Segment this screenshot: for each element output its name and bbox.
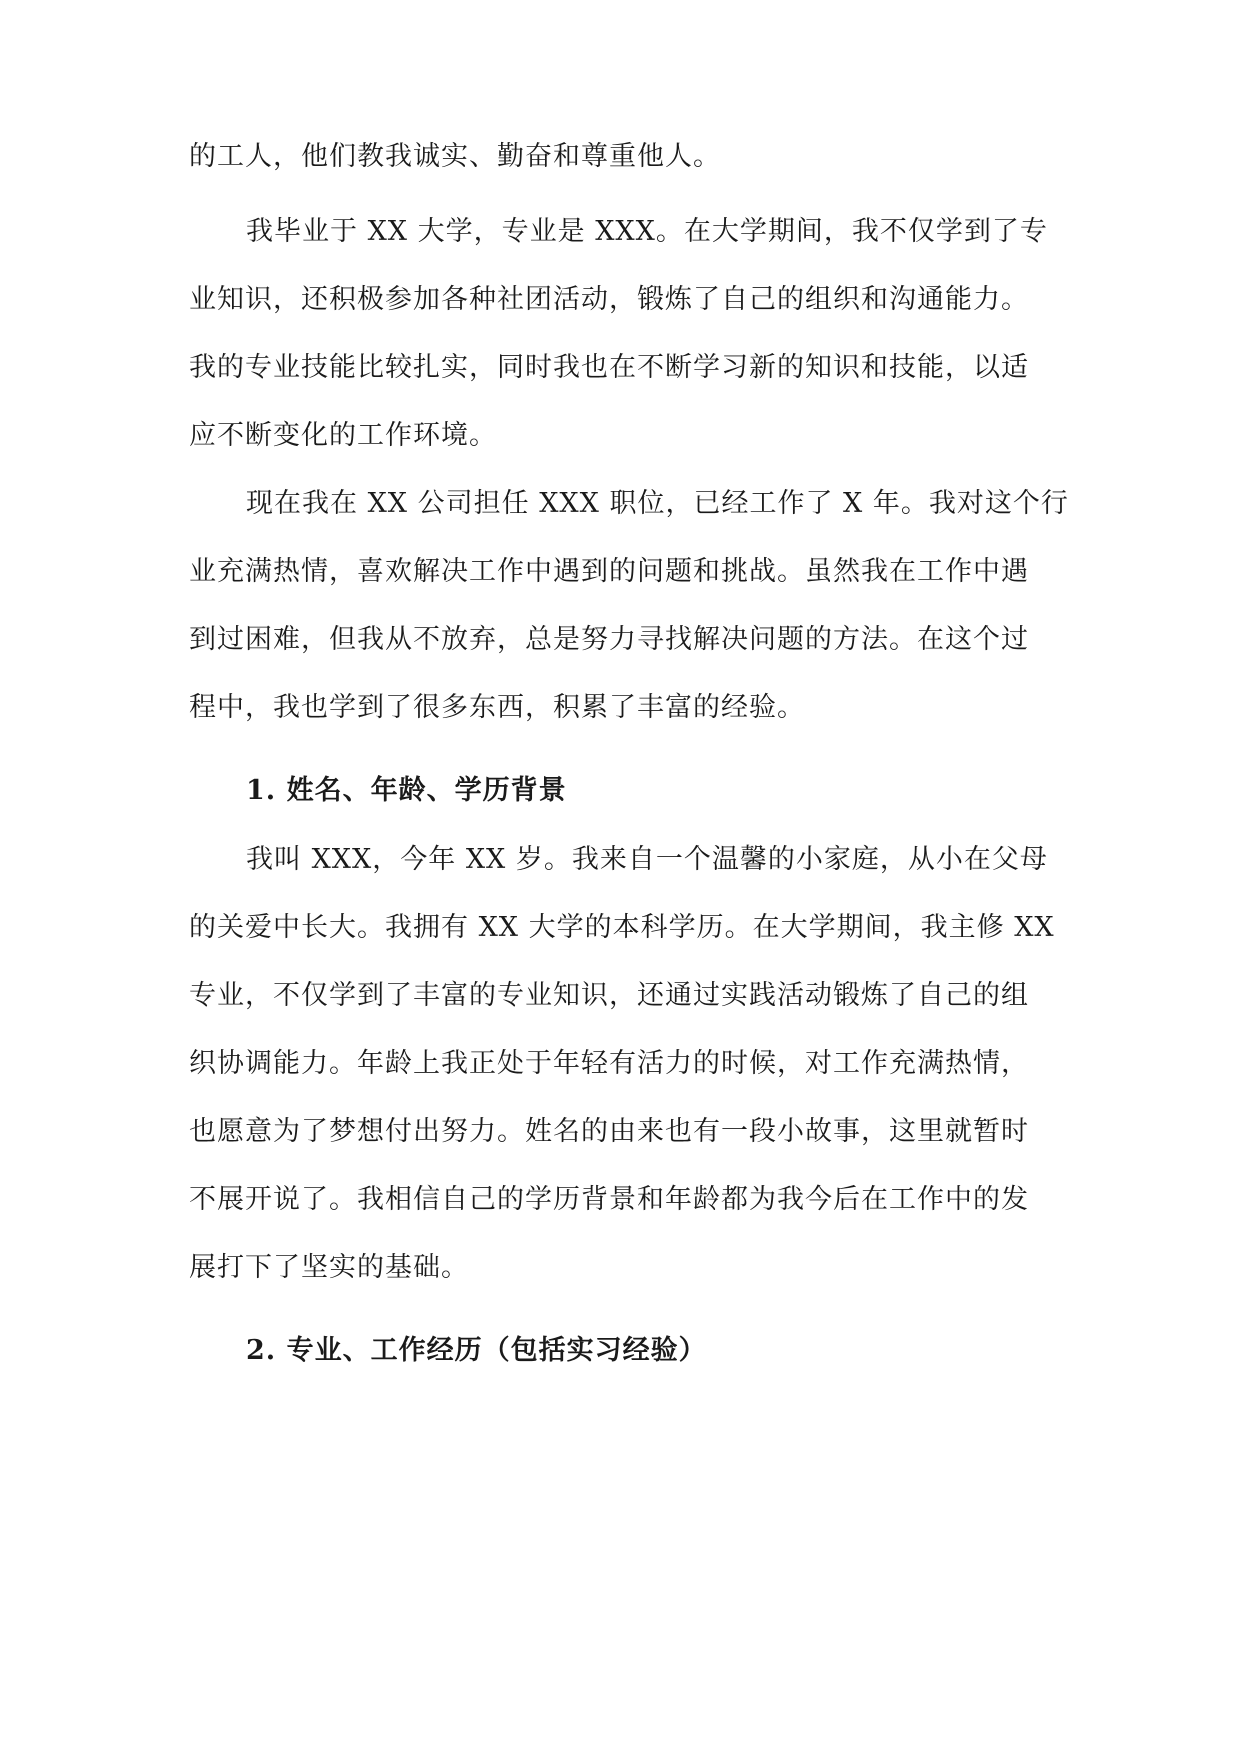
paragraph-line: 的工人，他们教我诚实、勤奋和尊重他人。 — [189, 141, 721, 172]
paragraph-line: 业知识，还积极参加各种社团活动，锻炼了自己的组织和沟通能力。 — [189, 284, 1029, 315]
paragraph-line: 织协调能力。年龄上我正处于年轻有活力的时候，对工作充满热情， — [189, 1048, 1029, 1079]
paragraph-line: 我叫 XXX，今年 XX 岁。我来自一个温馨的小家庭，从小在父母 — [246, 844, 1048, 875]
paragraph-line: 不展开说了。我相信自己的学历背景和年龄都为我今后在工作中的发 — [189, 1184, 1029, 1215]
paragraph-line: 应不断变化的工作环境。 — [189, 420, 497, 451]
paragraph-line: 我毕业于 XX 大学，专业是 XXX。在大学期间，我不仅学到了专 — [246, 216, 1048, 247]
paragraph-line: 到过困难，但我从不放弃，总是努力寻找解决问题的方法。在这个过 — [189, 624, 1029, 655]
section-heading: 2. 专业、工作经历（包括实习经验） — [246, 1335, 707, 1366]
paragraph-line: 程中，我也学到了很多东西，积累了丰富的经验。 — [189, 692, 805, 723]
paragraph-line: 现在我在 XX 公司担任 XXX 职位，已经工作了 X 年。我对这个行 — [246, 488, 1069, 519]
paragraph-line: 展打下了坚实的基础。 — [189, 1252, 469, 1283]
paragraph-line: 也愿意为了梦想付出努力。姓名的由来也有一段小故事，这里就暂时 — [189, 1116, 1029, 1147]
section-heading: 1. 姓名、年龄、学历背景 — [246, 775, 567, 806]
paragraph-line: 我的专业技能比较扎实，同时我也在不断学习新的知识和技能，以适 — [189, 352, 1029, 383]
paragraph-line: 业充满热情，喜欢解决工作中遇到的问题和挑战。虽然我在工作中遇 — [189, 556, 1029, 587]
paragraph-line: 专业，不仅学到了丰富的专业知识，还通过实践活动锻炼了自己的组 — [189, 980, 1029, 1011]
paragraph-line: 的关爱中长大。我拥有 XX 大学的本科学历。在大学期间，我主修 XX — [189, 912, 1055, 943]
